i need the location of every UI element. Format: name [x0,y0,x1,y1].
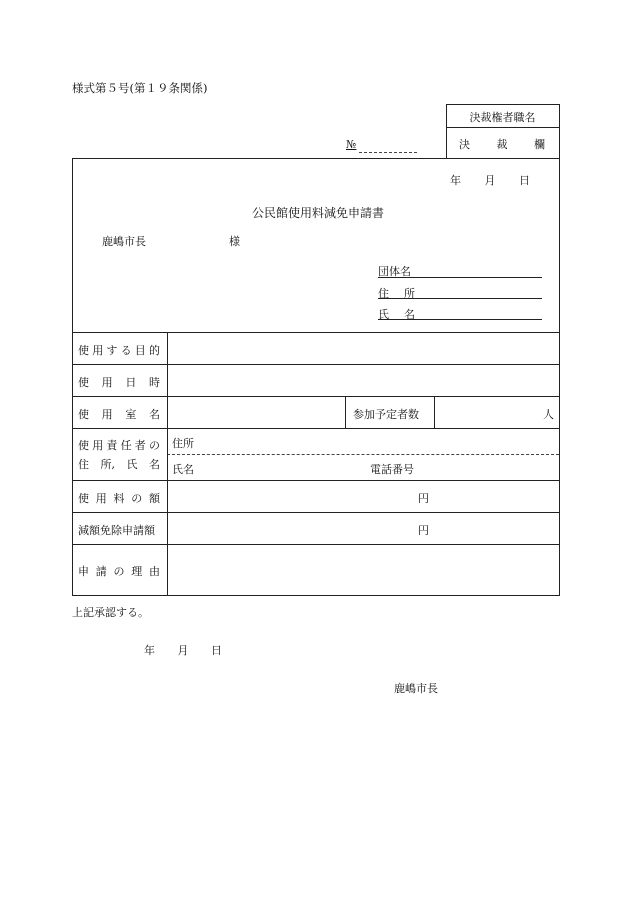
attendees-field[interactable] [435,397,559,428]
responsible-label-line1: 使 用 責 任 者 の [78,439,160,452]
room-field[interactable] [168,397,345,428]
reason-label: 申 請 の 理 由 [78,565,160,578]
responsible-label-line2: 住 所, 氏 名 [78,458,160,471]
fee-unit: 円 [418,492,429,505]
reason-field[interactable] [168,545,559,595]
responsible-name-label: 氏名 [172,463,194,476]
reduction-label: 減額免除申請額 [78,524,155,537]
fee-field[interactable] [168,481,559,512]
phone-label: 電話番号 [370,463,414,476]
approval-date: 年 月 日 [144,644,222,657]
purpose-field[interactable] [168,333,559,364]
datetime-label: 使 用 日 時 [78,376,160,389]
reduction-field[interactable] [168,513,559,544]
room-label: 使 用 室 名 [78,408,160,421]
responsible-name-field[interactable] [168,455,559,480]
purpose-label: 使 用 す る 目 的 [78,344,160,357]
number-field[interactable] [359,152,417,153]
approval-statement: 上記承認する。 [72,606,149,619]
signature: 鹿嶋市長 [394,682,438,695]
attendees-label: 参加予定者数 [353,408,419,421]
applicant-address-field[interactable] [378,298,542,299]
honorific: 様 [229,235,240,248]
attendees-unit: 人 [543,408,554,421]
reduction-unit: 円 [418,524,429,537]
applicant-name-label: 氏 名 [378,308,415,321]
number-label: № [346,138,357,151]
fee-label: 使 用 料 の 額 [78,492,160,505]
responsible-address-field[interactable] [168,429,559,454]
responsible-address-label: 住所 [172,437,194,450]
datetime-field[interactable] [168,365,559,396]
application-date: 年 月 日 [450,174,530,187]
approval-title: 決裁権者職名 [469,111,536,124]
document-title: 公民館使用料減免申請書 [252,206,385,220]
applicant-address-label: 住 所 [378,287,415,300]
approval-column-label: 決 裁 欄 [459,138,545,151]
form-code: 様式第５号(第１９条関係) [72,81,208,95]
org-name-field[interactable] [378,277,542,278]
addressee: 鹿嶋市長 [102,235,146,248]
applicant-name-field[interactable] [378,319,542,320]
org-name-label: 団体名 [378,265,411,278]
